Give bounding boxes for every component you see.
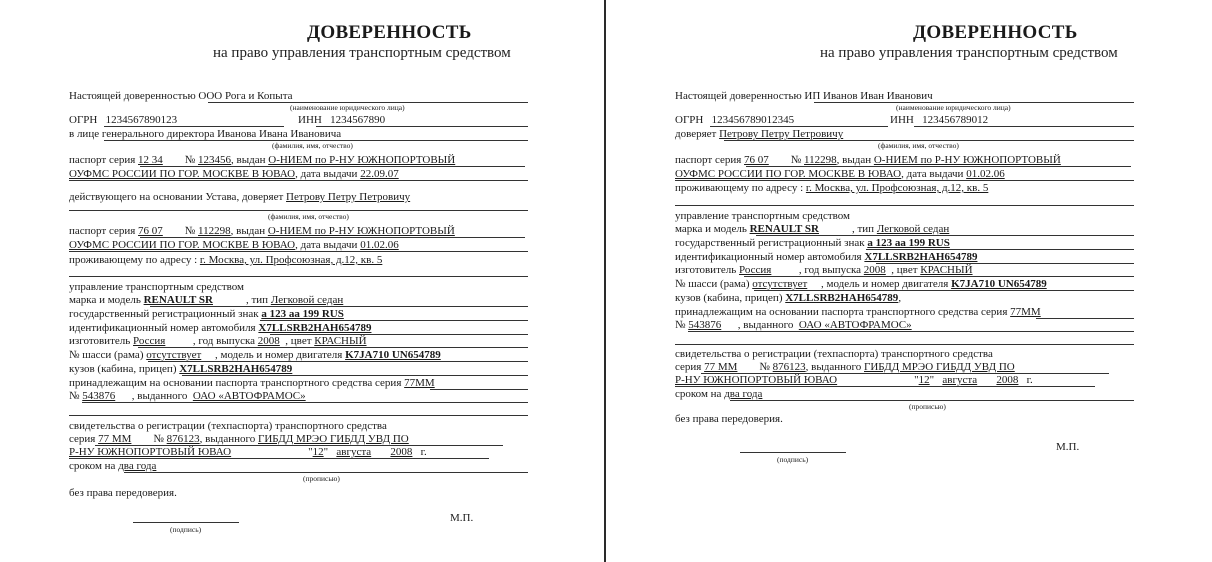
line-passport-2: паспорт серия 76 07 № 112298, выдан О-НИЕМ по Р-НУ ЮЖНОПОРТОВЫЙ (69, 225, 455, 237)
line-registration-issuer: Р-НУ ЮЖНОПОРТОВЫЙ ЮВАО "12" августа 2008 г. (69, 446, 427, 458)
line-vin: идентификационный номер автомобиля X7LLSRB2HAH654789 (69, 322, 372, 334)
line-pts: принадлежащим на основании паспорта транспортного средства серия 77ММ (69, 377, 435, 389)
fill-line (675, 386, 1095, 387)
line-body: кузов (кабина, прицеп) X7LLSRB2HAH654789 (69, 363, 293, 375)
signature-line (133, 522, 239, 523)
fill-line (744, 276, 1134, 277)
fill-line (914, 126, 1134, 127)
fill-line (675, 344, 1134, 345)
fill-line (866, 249, 1134, 250)
line-passport-issuer-1: ОУФМС РОССИИ ПО ГОР. МОСКВЕ В ЮВАО, дата выдачи 22.09.07 (69, 168, 399, 180)
line-body: кузов (кабина, прицеп) X7LLSRB2HAH654789, (675, 292, 902, 304)
fill-line (69, 415, 528, 416)
inn-value: 1234567890 (330, 114, 386, 126)
fill-line (710, 126, 888, 127)
fill-line (1036, 318, 1134, 319)
line-representative: в лице генерального директора Иванова Ивана Ивановича (69, 128, 342, 140)
line-term: сроком на два года (675, 388, 763, 400)
line-inn: ИНН 123456789012 (890, 114, 989, 126)
fill-line (316, 126, 528, 127)
representative-name: генерального директора Иванова Ивана Ивановича (101, 128, 342, 140)
line-passport: паспорт серия 76 07 № 112298, выдан О-НИЕМ по Р-НУ ЮЖНОПОРТОВЫЙ (675, 154, 1061, 166)
fill-line (754, 290, 1134, 291)
fill-line (150, 306, 528, 307)
fill-line (69, 210, 528, 211)
fill-line (182, 375, 528, 376)
line-registration-heading: свидетельства о регистрации (техпаспорта) транспортного средства (69, 420, 387, 432)
line-brand: марка и модель RENAULT SR , тип Легковой седан (69, 294, 344, 306)
caption-in-words: (прописью) (303, 474, 340, 483)
right-document (606, 0, 1212, 562)
fill-line (148, 361, 528, 362)
fill-line (140, 237, 525, 238)
fill-line (69, 251, 528, 252)
principal-name: ООО Рога и Копыта (198, 90, 293, 102)
line-ogrn: ОГРН 123456789012345 (675, 114, 795, 126)
fill-line (430, 389, 528, 390)
line-brand: марка и модель RENAULT SR , тип Легковой седан (675, 223, 950, 235)
caption-fio: (фамилия, имя, отчество) (272, 141, 353, 150)
fill-line (688, 331, 1134, 332)
caption-entity: (наименование юридического лица) (896, 103, 1011, 112)
line-registration-heading: свидетельства о регистрации (техпаспорта) транспортного средства (675, 348, 993, 360)
fill-line (675, 180, 1134, 181)
line-vin: идентификационный номер автомобиля X7LLSRB2HAH654789 (675, 251, 978, 263)
signature-line (740, 452, 846, 453)
line-chassis: № шасси (рама) отсутствует , модель и номер двигателя K7JA710 UN654789 (675, 278, 1047, 290)
line-passport-issuer-2: ОУФМС РОССИИ ПО ГОР. МОСКВЕ В ЮВАО, дата выдачи 01.02.06 (69, 239, 399, 251)
document-subtitle: на право управления транспортным средством (213, 45, 511, 61)
caption-signature: (подпись) (777, 455, 809, 464)
fill-line (69, 276, 528, 277)
fill-line (82, 402, 528, 403)
fill-line (104, 126, 284, 127)
line-inn: ИНН 1234567890 (298, 114, 386, 126)
fill-line (69, 458, 489, 459)
caption-in-words: (прописью) (909, 402, 946, 411)
caption-entity: (наименование юридического лица) (290, 103, 405, 112)
line-address: проживающему по адресу : г. Москва, ул. Профсоюзная, д.12, кв. 5 (69, 254, 383, 266)
seal-place: М.П. (450, 512, 474, 524)
line-term: сроком на два года (69, 460, 157, 472)
line-principal: Настоящей доверенностью ООО Рога и Копыта (69, 90, 293, 102)
line-registration: серия 77 ММ № 876123, выданного ГИБДД МРЭО ГИБДД УВД ПО (69, 433, 409, 445)
fill-line (69, 180, 528, 181)
line-registration: серия 77 ММ № 876123, выданного ГИБДД МРЭО ГИБДД УВД ПО (675, 361, 1015, 373)
line-pts-issuer: № 543876 , выданного ОАО «АВТОФРАМОС» (69, 390, 306, 402)
caption-signature: (подпись) (170, 525, 202, 534)
document-subtitle: на право управления транспортным средством (820, 45, 1118, 61)
caption-fio: (фамилия, имя, отчество) (878, 141, 959, 150)
line-vehicle-heading: управление транспортным средством (675, 210, 851, 222)
fill-line (730, 400, 1134, 401)
line-plate: государственный регистрационный знак а 123 аа 199 RUS (69, 308, 344, 320)
line-address: проживающему по адресу : г. Москва, ул. Профсоюзная, д.12, кв. 5 (675, 182, 989, 194)
trustee-name: Петрову Петру Петровичу (719, 128, 844, 140)
line-trustee: действующего на основании Устава, доверяет Петрову Петру Петровичу (69, 191, 411, 203)
line-registration-issuer: Р-НУ ЮЖНОПОРТОВЫЙ ЮВАО "12" августа 2008 г. (675, 374, 1033, 386)
line-pts-issuer: № 543876 , выданного ОАО «АВТОФРАМОС» (675, 319, 912, 331)
ogrn-value: 123456789012345 (711, 114, 795, 126)
no-sub-delegation: без права передоверия. (675, 413, 783, 425)
fill-line (124, 472, 528, 473)
document-title: ДОВЕРЕННОСТЬ (307, 22, 472, 43)
inn-value: 123456789012 (922, 114, 989, 126)
line-principal: Настоящей доверенностью ИП Иванов Иван Иванович (675, 90, 933, 102)
principal-name: ИП Иванов Иван Иванович (804, 90, 933, 102)
fill-line (746, 166, 1131, 167)
line-trustee: доверяет Петрову Петру Петровичу (675, 128, 844, 140)
trustee-name: Петрову Петру Петровичу (286, 191, 411, 203)
line-vehicle-heading: управление транспортным средством (69, 281, 245, 293)
line-passport-issuer: ОУФМС РОССИИ ПО ГОР. МОСКВЕ В ЮВАО, дата выдачи 01.02.06 (675, 168, 1005, 180)
seal-place: М.П. (1056, 441, 1080, 453)
fill-line (138, 347, 528, 348)
line-passport-1: паспорт серия 12 34 № 123456, выдан О-НИЕМ по Р-НУ ЮЖНОПОРТОВЫЙ (69, 154, 456, 166)
fill-line (260, 320, 528, 321)
line-maker: изготовитель Россия , год выпуска 2008 , цвет КРАСНЫЙ (675, 264, 973, 276)
line-ogrn: ОГРН 1234567890123 (69, 114, 178, 126)
fill-line (756, 235, 1134, 236)
fill-line (675, 205, 1134, 206)
no-sub-delegation: без права передоверия. (69, 487, 177, 499)
ogrn-value: 1234567890123 (105, 114, 178, 126)
line-chassis: № шасси (рама) отсутствует , модель и номер двигателя K7JA710 UN654789 (69, 349, 441, 361)
line-pts: принадлежащим на основании паспорта транспортного средства серия 77ММ (675, 306, 1041, 318)
fill-line (140, 166, 525, 167)
left-document (0, 0, 604, 562)
document-title: ДОВЕРЕННОСТЬ (913, 22, 1078, 43)
caption-fio: (фамилия, имя, отчество) (268, 212, 349, 221)
line-maker: изготовитель Россия , год выпуска 2008 , цвет КРАСНЫЙ (69, 335, 367, 347)
line-plate: государственный регистрационный знак а 123 аа 199 RUS (675, 237, 950, 249)
